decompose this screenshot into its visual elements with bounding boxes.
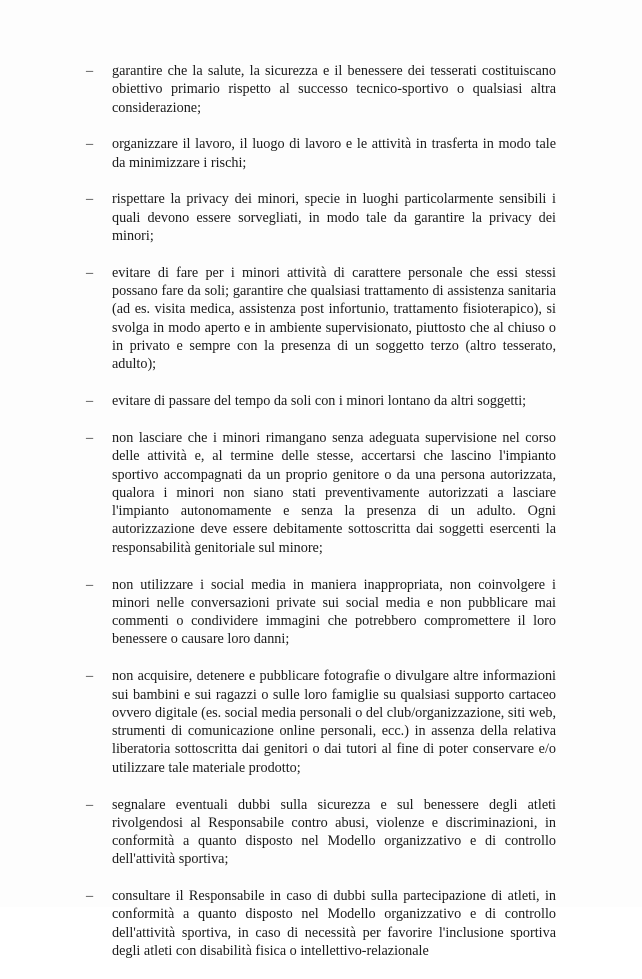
dash-bullet: –: [86, 668, 94, 685]
list-item-text: consultare il Responsabile in caso di dubbi sulla partecipazione di atleti, in conformità a quanto disposto nel Modello organizzativo e di controllo dell'attività sportiva, in caso di necessità per favorire l'inclusione sportiva degli atleti con disabilità fisica o intellettivo-relazionale: [112, 888, 556, 960]
dash-bullet: –: [86, 136, 94, 153]
list-item-text: evitare di fare per i minori attività di carattere personale che essi stessi possano fare da soli; garantire che qualsiasi trattamento di assistenza sanitaria (ad es. visita medica, assistenza post infortunio, trattamento fisioterapico), si svolga in modo aperto e in ambiente supervisionato, piuttosto che al chiuso o in privato e sempre con la presenza di un soggetto terzo (altro tesserato, adulto);: [112, 264, 556, 373]
list-item: [86, 62, 556, 117]
list-item: [86, 135, 556, 172]
dash-bullet: –: [86, 888, 94, 905]
list-item: [86, 796, 556, 869]
dash-bullet: –: [86, 576, 94, 593]
list-item-text: non acquisire, detenere e pubblicare fotografie o divulgare altre informazioni sui bambini e sui ragazzi o sulle loro famiglie su qualsiasi supporto cartaceo ovvero digitale (es. social media personali o del club/organizzazione, siti web, strumenti di comunicazione online personali, ecc.) in assenza della relativa liberatoria sottoscritta dai genitori o dai tutori al fine di poter conservare e/o utilizzare tale materiale prodotto;: [112, 668, 556, 776]
list-item: [86, 667, 556, 777]
dash-bullet: –: [86, 429, 94, 446]
list-item: [86, 429, 556, 557]
bullet-list: [86, 62, 556, 979]
list-item: [86, 264, 556, 374]
list-item-text: garantire che la salute, la sicurezza e il benessere dei tesserati costituiscano obiettivo primario rispetto al successo tecnico-sportivo o qualsiasi altra considerazione;: [112, 63, 556, 116]
list-item-text: rispettare la privacy dei minori, specie in luoghi particolarmente sensibili i quali devono essere sorvegliati, in modo tale da garantire la privacy dei minori;: [112, 191, 556, 245]
dash-bullet: –: [86, 393, 94, 410]
list-item: [86, 392, 556, 410]
dash-bullet: –: [86, 796, 94, 813]
list-item-text: segnalare eventuali dubbi sulla sicurezza e sul benessere degli atleti rivolgendosi al Responsabile contro abusi, violenze e discriminazioni, in conformità a quanto disposto nel Modello organizzativo e di controllo dell'attività sportiva;: [112, 796, 556, 868]
list-item: [86, 887, 556, 960]
dash-bullet: –: [86, 191, 94, 208]
list-item: [86, 576, 556, 649]
list-item: [86, 190, 556, 245]
list-item-text: evitare di passare del tempo da soli con i minori lontano da altri soggetti;: [112, 393, 527, 410]
list-item-text: organizzare il lavoro, il luogo di lavoro e le attività in trasferta in modo tale da minimizzare i rischi;: [112, 136, 556, 171]
list-item-text: non lasciare che i minori rimangano senza adeguata supervisione nel corso delle attività e, al termine delle stesse, accertarsi che lascino l'impianto sportivo accompagnati da un proprio genitore o da una persona autorizzata, qualora i minori non siano stati preventivamente autorizzati a lasciare l'impianto autonomamente e senza la presenza di un adulto. Ogni autorizzazione deve essere debitamente sottoscritta dai soggetti esercenti la responsabilità genitoriale sul minore;: [112, 429, 556, 556]
list-item-text: non utilizzare i social media in maniera inappropriata, non coinvolgere i minori nelle conversazioni private sui social media e non pubblicare mai commenti o condividere immagini che potrebbero compromettere il loro benessere o causare loro danni;: [112, 576, 556, 648]
dash-bullet: –: [86, 63, 94, 79]
dash-bullet: –: [86, 264, 94, 281]
